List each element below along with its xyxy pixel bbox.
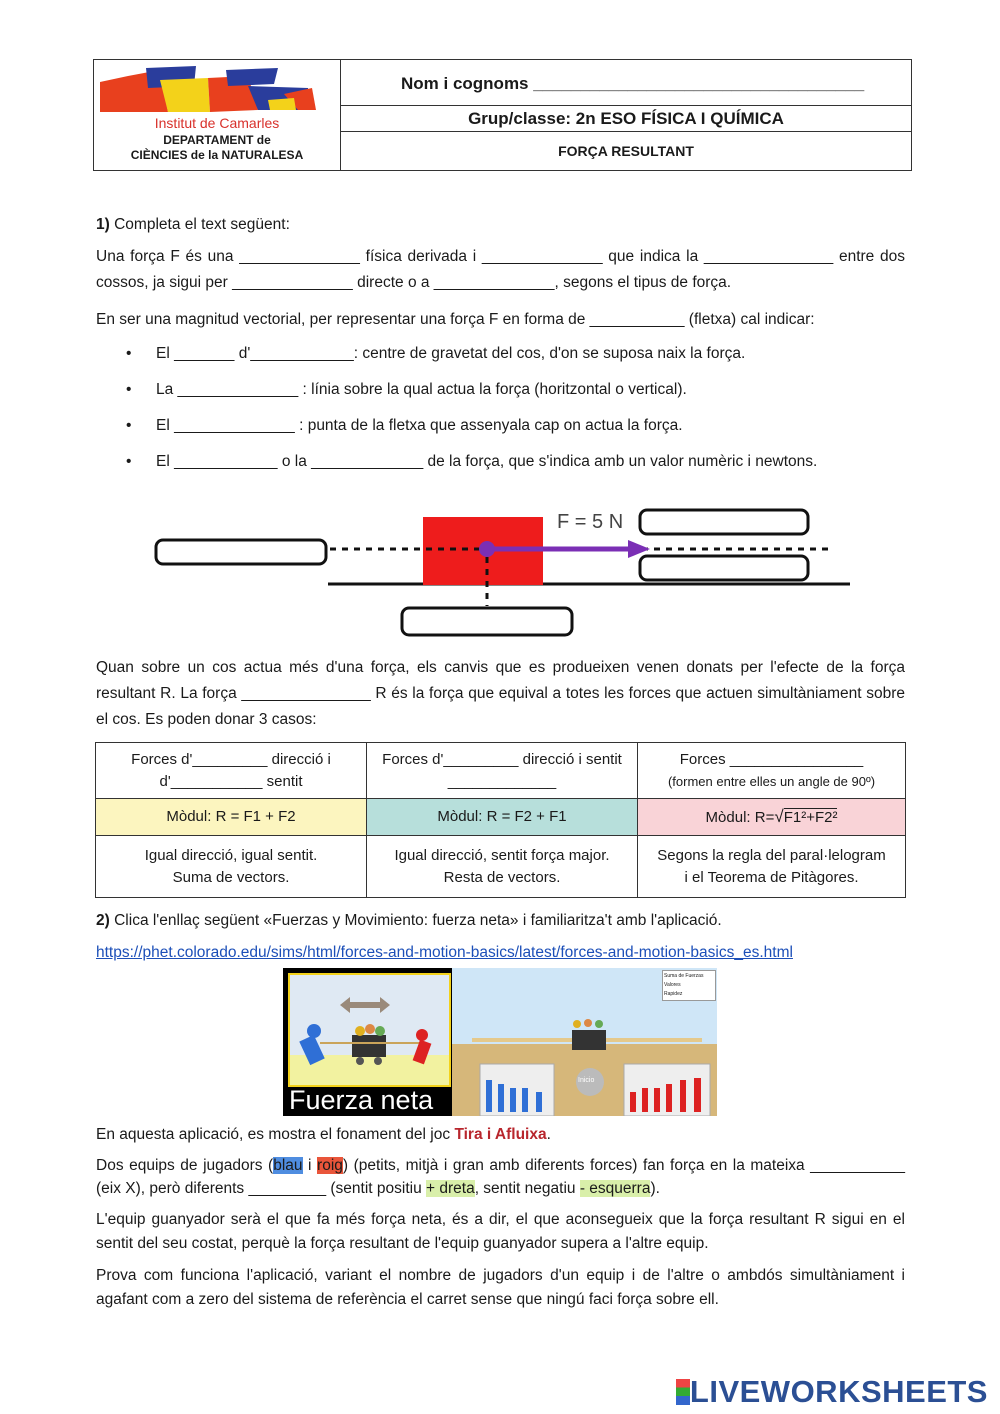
sim-option[interactable]: Suma de Fuerzas: [664, 973, 704, 979]
group-label: Grup/classe: 2n ESO FÍSICA I QUÍMICA: [341, 106, 911, 132]
app-description: En aquesta aplicació, es mostra el fonament del joc Tira i Afluixa.: [96, 1126, 551, 1143]
application-point: [479, 541, 495, 557]
liveworksheets-icon: [676, 1379, 690, 1405]
institute-name: Institut de Camarles: [154, 115, 280, 131]
sim-thumbnail-caption: Fuerza neta: [289, 1085, 434, 1115]
winner-paragraph: L'equip guanyador serà el que fa més força neta, és a dir, el que aconsegueix que la força resultant R sigui en el sentit del seu costat, perquè la força resultant de l'equip guanyador supera a l'altre equip.: [96, 1211, 905, 1252]
q1-heading: [96, 212, 905, 238]
q2-link-line: [96, 940, 905, 966]
q1-title: Completa el text següent:: [114, 216, 290, 233]
case-3-head-text: Forces ________________: [679, 750, 864, 768]
sim-screenshot[interactable]: [452, 968, 717, 1116]
case-3-module-prefix: Mòdul: R=: [705, 808, 775, 826]
sim-option[interactable]: Rapidez: [664, 991, 683, 997]
list-item: • El _______ d'____________: centre de gravetat del cos, d'on se suposa naix la força.: [96, 341, 817, 377]
header-table: [93, 59, 912, 171]
blue-team-label: blau: [273, 1157, 303, 1174]
cases-table: [95, 742, 906, 898]
answer-box-bottom-right[interactable]: [640, 556, 808, 580]
department-name: [94, 133, 340, 163]
brand-text: LIVEWORKSHEETS: [689, 1374, 988, 1409]
case-1-module: Mòdul: R = F1 + F2: [96, 799, 367, 836]
list-item: • La ______________ : línia sobre la qual actua la força (horitzontal o vertical).: [96, 377, 817, 413]
tug-of-war-icon: [290, 975, 449, 1085]
positive-sense-label: + dreta: [426, 1180, 475, 1197]
force-label: F = 5 N: [557, 511, 624, 533]
list-item: • El ____________ o la _____________ de la força, que s'indica amb un valor numèric i newtons.: [96, 449, 817, 485]
case-3-head-sub: (formen entre elles un angle de 90º): [667, 773, 876, 789]
sim-thumbnail[interactable]: [283, 968, 452, 1116]
name-field[interactable]: Nom i cognoms ___________________________________: [341, 60, 911, 106]
q2-intro: Clica l'enllaç següent «Fuerzas y Movimiento: fuerza neta» i familiaritza't amb l'aplicació.: [114, 912, 722, 929]
case-1-head: Forces d'_________ direcció i d'___________ sentit: [96, 743, 367, 799]
game-name: Tira i Afluixa: [454, 1126, 547, 1143]
sim-option[interactable]: Valores: [664, 982, 681, 988]
q2-heading: [96, 908, 905, 934]
q1-paragraph-2: En ser una magnitud vectorial, per representar una força F en forma de ___________ (fletxa) cal indicar:: [96, 311, 815, 328]
try-paragraph: Prova com funciona l'aplicació, variant el nombre de jugadors d'un equip i de l'altre o ambdós simultàniament i agafant com a zero del sistema de referència el carret sense que ningú faci força sobre ell.: [96, 1267, 905, 1308]
phet-link[interactable]: https://phet.colorado.edu/sims/html/forces-and-motion-basics/latest/forces-and-motion-basics_es.html: [96, 944, 793, 961]
force-elements-list: [96, 341, 817, 485]
answer-box-top-right[interactable]: [640, 510, 808, 534]
department-line-2: CIÈNCIES de la NATURALESA: [130, 148, 304, 162]
topic-title: FORÇA RESULTANT: [558, 143, 694, 159]
q1-paragraph-3: Quan sobre un cos actua més d'una força, els canvis que es produeixen venen donats per l'efecte de la força resultant R. La força _______________ R és la força que equival a totes les forces que actuen simultàniament sobre el cos. Es poden donar 3 casos:: [96, 659, 905, 728]
red-team-label: roig: [317, 1157, 343, 1174]
teams-paragraph: Dos equips de jugadors (blau i roig) (petits, mitjà i gran amb diferents forces) fan força en la mateixa ___________ (eix X), però diferents _________ (sentit positiu + dreta, sentit negatiu - esquerra).: [96, 1157, 905, 1197]
list-item: • El ______________ : punta de la fletxa que assenyala cap on actua la força.: [96, 413, 817, 449]
sim-start-button[interactable]: Inicio: [578, 1077, 595, 1084]
q2-number: 2): [96, 912, 110, 929]
q1-number: 1): [96, 216, 110, 233]
case-3-module-radicand: F1²+F2²: [783, 808, 838, 826]
sqrt-icon: √: [774, 806, 784, 826]
case-3-desc: Segons la regla del paral·lelogram i el Teorema de Pitàgores.: [638, 836, 906, 898]
answer-box-bottom[interactable]: [402, 608, 572, 635]
case-2-desc: Igual direcció, sentit força major. Resta de vectors.: [367, 836, 638, 898]
q1-paragraph-1: Una força F és una ______________ física derivada i ______________ que indica la _______________ entre dos cossos, ja sigui per ______________ directe o a ______________, segons el tipus de força.: [96, 248, 905, 291]
liveworksheets-logo: [676, 1374, 988, 1410]
institute-logo: [98, 64, 338, 114]
logo-cell: [94, 60, 341, 170]
case-2-module: Mòdul: R = F2 + F1: [367, 799, 638, 836]
case-1-desc: Igual direcció, igual sentit. Suma de vectors.: [96, 836, 367, 898]
answer-box-left[interactable]: [156, 540, 326, 564]
sim-options-panel: [662, 970, 716, 1001]
case-3-head: [638, 743, 906, 799]
sim-thumbnail-scene: [288, 973, 451, 1087]
department-line-1: DEPARTAMENT de: [163, 133, 271, 147]
negative-sense-label: - esquerra: [579, 1180, 651, 1197]
case-2-head: Forces d'_________ direcció i sentit _____________: [367, 743, 638, 799]
force-diagram: [150, 500, 860, 645]
case-3-module: [638, 799, 906, 836]
